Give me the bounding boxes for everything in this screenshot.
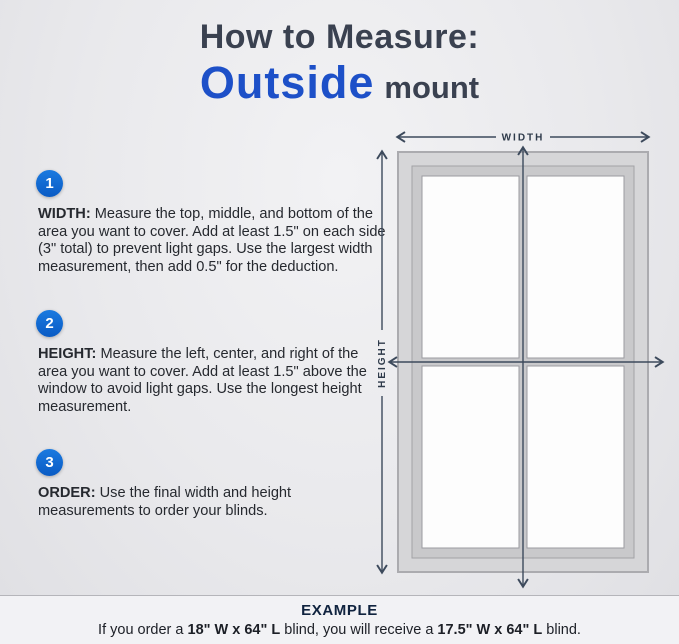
width-label: WIDTH bbox=[501, 132, 545, 144]
example-part1: If you order a bbox=[98, 622, 188, 638]
step-1-label: WIDTH: bbox=[38, 206, 91, 222]
example-part3: blind. bbox=[542, 622, 581, 638]
window-pane-bottom-right bbox=[527, 366, 624, 548]
step-2-label: HEIGHT: bbox=[38, 346, 97, 362]
step-3-body: Use the final width and height measurements to order your blinds. bbox=[38, 485, 292, 519]
window-pane-top-right bbox=[527, 176, 624, 358]
mount-type-accent: Outside bbox=[199, 57, 375, 108]
example-text bbox=[0, 622, 679, 638]
page-title-line1: How to Measure: bbox=[199, 18, 480, 56]
example-part2: blind, you will receive a bbox=[280, 622, 438, 638]
step-2-badge: 2 bbox=[36, 310, 63, 337]
step-2-body: Measure the left, center, and right of the area you want to cover. Add at least 1.5" above the window to avoid light gaps. Use the longest height measurement. bbox=[38, 346, 367, 415]
step-1-text bbox=[38, 206, 388, 276]
step-height bbox=[36, 310, 388, 416]
example-footer bbox=[0, 595, 679, 644]
width-arrow bbox=[398, 133, 648, 144]
step-width bbox=[36, 170, 388, 276]
step-2-text bbox=[38, 346, 388, 416]
window-pane-top-left bbox=[422, 176, 519, 358]
example-received-size: 17.5" W x 64" L bbox=[437, 622, 543, 638]
step-3-label: ORDER: bbox=[38, 485, 96, 501]
step-order bbox=[36, 449, 388, 520]
example-heading: EXAMPLE bbox=[301, 602, 378, 619]
height-label: HEIGHT bbox=[377, 338, 388, 388]
step-1-badge: 1 bbox=[36, 170, 63, 197]
page-header bbox=[0, 18, 679, 109]
window-diagram-svg bbox=[372, 130, 672, 600]
step-3-badge: 3 bbox=[36, 449, 63, 476]
mount-type-rest: mount bbox=[384, 70, 480, 105]
example-order-size: 18" W x 64" L bbox=[187, 622, 281, 638]
page-title-line2 bbox=[0, 57, 679, 109]
step-1-body: Measure the top, middle, and bottom of the area you want to cover. Add at least 1.5" on each side (3" total) to prevent light gaps. Use the largest width measurement, then add 0.5" for the deduction. bbox=[38, 206, 386, 275]
window-pane-bottom-left bbox=[422, 366, 519, 548]
window-measurement-diagram bbox=[372, 130, 672, 600]
height-arrow bbox=[377, 152, 388, 572]
step-3-text bbox=[38, 485, 388, 520]
